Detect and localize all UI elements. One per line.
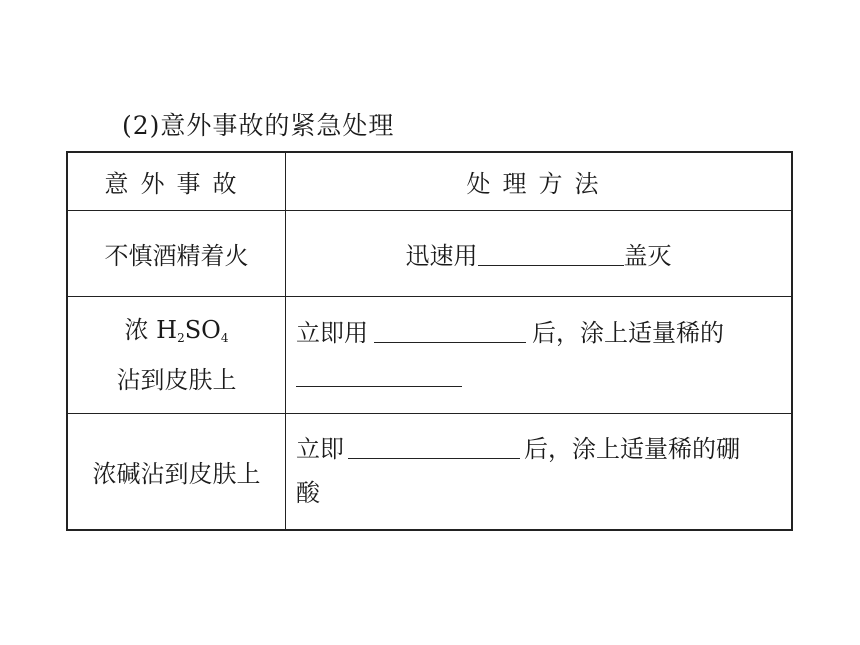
accident-formula-prefix: 浓 H [124,315,178,344]
answer-blank[interactable] [348,434,520,459]
accident-formula-line [68,309,285,359]
table-row [67,296,792,413]
table-row [67,413,792,530]
formula-subscript-2: 2 [177,330,185,345]
method-cell [286,210,793,296]
method-text-after: 后，涂上适量稀的 [532,318,724,347]
formula-subscript-4: 4 [220,330,229,345]
header-accident [67,152,286,210]
accident-cell [67,413,286,530]
method-text-before: 立即 [296,435,344,464]
method-line2 [286,355,791,399]
accident-cell [67,296,286,413]
method-cell [286,296,793,413]
accident-cell [67,210,286,296]
section-heading: (2)意外事故的紧急处理 [122,111,395,140]
answer-blank[interactable] [374,318,526,343]
accident-formula-mid: SO [184,315,221,344]
accident-table [66,151,793,531]
method-cell [286,413,793,530]
method-line1 [286,427,791,471]
method-text-after: 盖灭 [623,241,672,270]
method-text-before: 迅速用 [405,241,478,270]
method-text-after: 后，涂上适量稀的硼 [524,435,740,464]
header-accident-label: 意外事故 [104,169,249,198]
answer-blank[interactable] [296,362,462,387]
header-method [286,152,793,210]
table-header-row [67,152,792,210]
method-line1 [286,311,791,355]
accident-label: 不慎酒精着火 [104,241,249,270]
method-line2: 酸 [296,479,320,508]
accident-label-line2: 沾到皮肤上 [116,365,237,394]
method-text-before: 立即用 [296,318,368,347]
header-method-label: 处理方法 [466,169,611,198]
accident-label: 浓碱沾到皮肤上 [92,459,261,488]
table-row [67,210,792,296]
answer-blank[interactable] [478,241,624,266]
